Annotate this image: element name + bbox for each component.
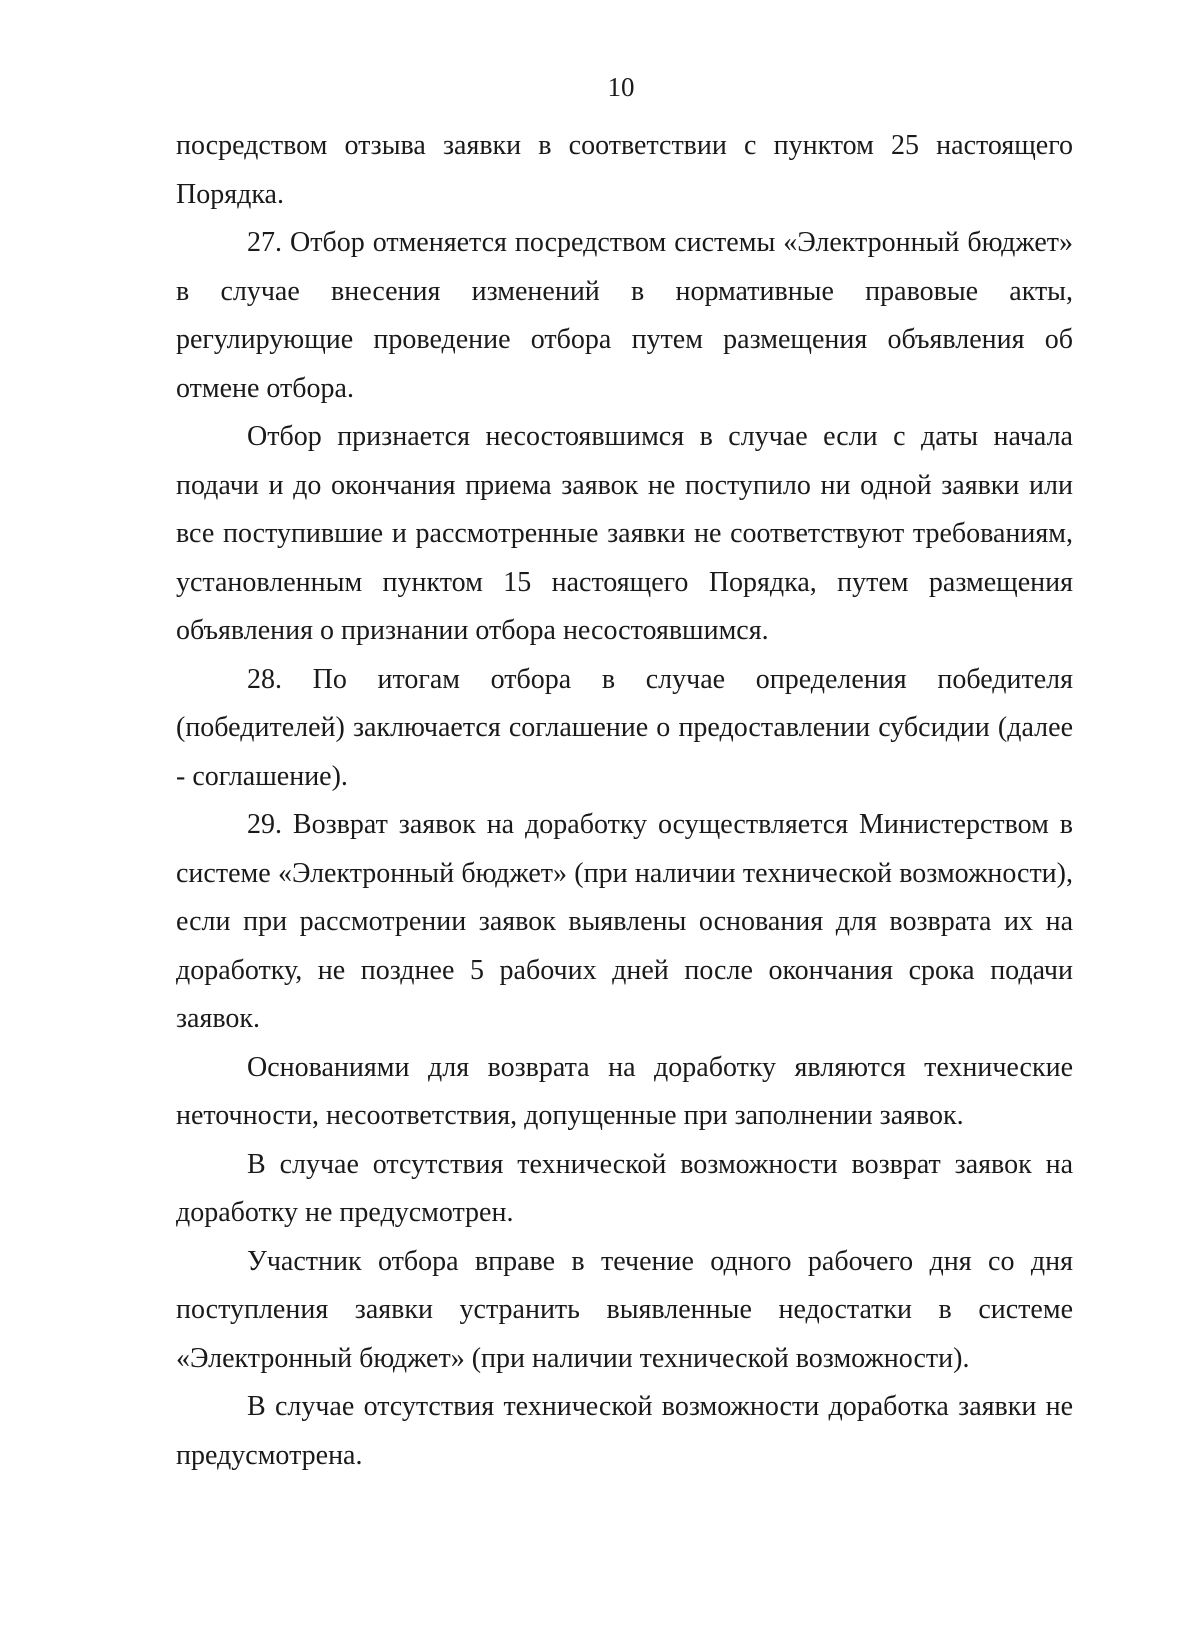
- paragraph-participant-fix: Участник отбора вправе в течение одного рабочего дня со дня поступления заявки устранить выявленные недостатки в системе «Электронный бюджет» (при наличии технической возможности).: [176, 1245, 1073, 1374]
- paragraph-return-grounds: Основаниями для возврата на доработку являются технические неточности, несоответствия, допущенные при заполнении заявок.: [176, 1051, 1073, 1131]
- document-body: [176, 122, 1073, 1480]
- paragraph-no-technical-revision: В случае отсутствия технической возможности доработка заявки не предусмотрена.: [176, 1391, 1073, 1471]
- paragraph-no-technical-return: В случае отсутствия технической возможности возврат заявок на доработку не предусмотрен.: [176, 1148, 1073, 1228]
- page-number: 10: [607, 72, 635, 102]
- paragraph-28: 28. По итогам отбора в случае определения победителя (победителей) заключается соглашение о предоставлении субсидии (далее - соглашение).: [176, 663, 1073, 792]
- paragraph-27: 27. Отбор отменяется посредством системы «Электронный бюджет» в случае внесения изменений в нормативные правовые акты, регулирующие проведение отбора путем размещения объявления об отмене отбора.: [176, 227, 1073, 404]
- paragraph-29: 29. Возврат заявок на доработку осуществляется Министерством в системе «Электронный бюджет» (при наличии технической возможности), если при рассмотрении заявок выявлены основания для возврата их на доработку, не позднее 5 рабочих дней после окончания срока подачи заявок.: [176, 809, 1073, 1034]
- paragraph-failed-selection: Отбор признается несостоявшимся в случае если с даты начала подачи и до окончания приема заявок не поступило ни одной заявки или все поступившие и рассмотренные заявки не соответствуют требованиям, установленным пунктом 15 настоящего Порядка, путем размещения объявления о признании отбора несостоявшимся.: [176, 421, 1073, 646]
- paragraph-continuation: посредством отзыва заявки в соответствии с пунктом 25 настоящего Порядка.: [176, 130, 1073, 210]
